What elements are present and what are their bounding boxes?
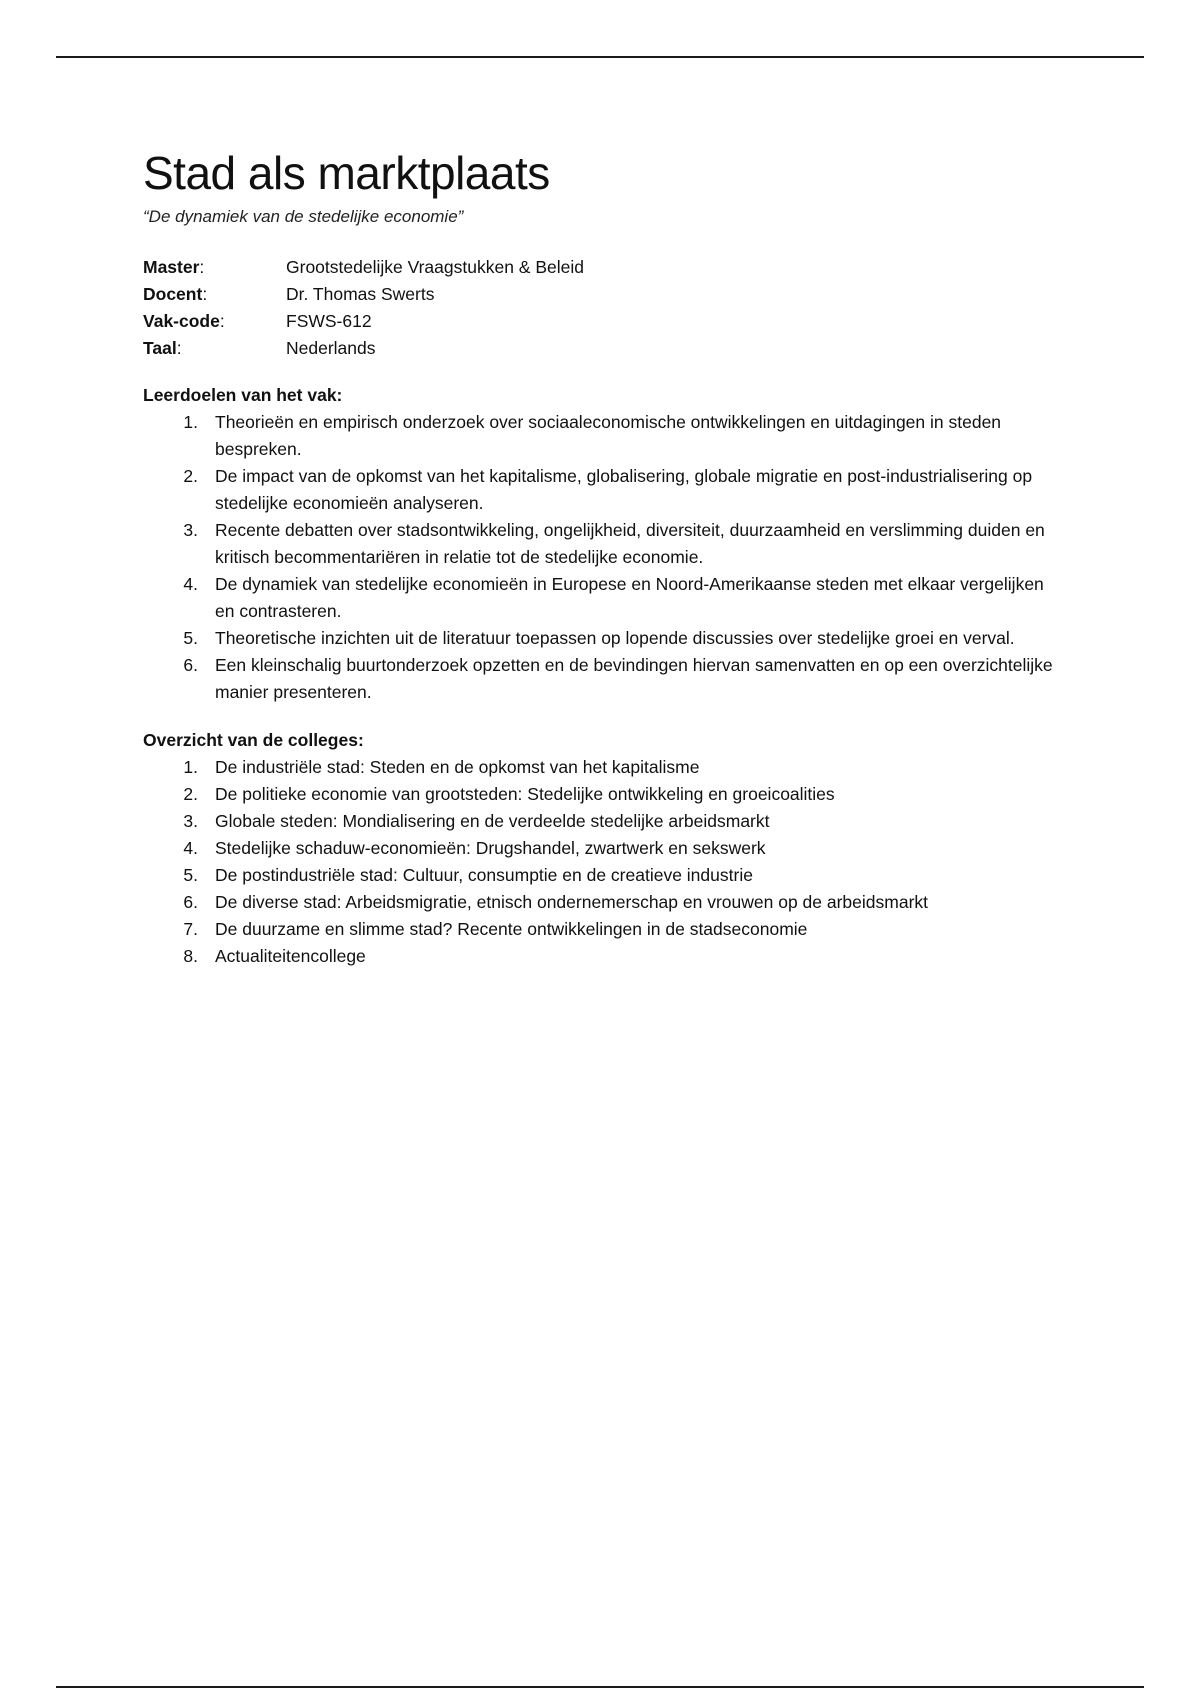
list-item-text: Een kleinschalig buurtonderzoek opzetten en de bevindingen hiervan samenvatten en op een overzichtelijke manier presenteren. [215,654,1053,702]
list-item [143,916,1063,943]
list-item-text: De politieke economie van grootsteden: Stedelijke ontwikkeling en groeicoalities [215,783,835,804]
list-item-text: Globale steden: Mondialisering en de verdeelde stedelijke arbeidsmarkt [215,810,770,831]
list-number: 5. [183,864,198,885]
course-meta [143,254,1063,362]
list-item-text: De impact van de opkomst van het kapitalisme, globalisering, globale migratie en post-industrialisering op stedelijke economieën analyseren. [215,465,1033,513]
list-item [143,862,1063,889]
header-rule [56,56,1144,58]
list-item [143,889,1063,916]
meta-label-vak-code: Vak-code [143,310,220,331]
meta-value-docent: Dr. Thomas Swerts [286,283,435,304]
footer-rule [56,1686,1144,1688]
list-item-text: Actualiteitencollege [215,945,366,966]
list-item [143,754,1063,781]
meta-row-docent: Docent: Dr. Thomas Swerts [143,281,1063,308]
list-item [143,409,1063,463]
meta-value-vak-code: FSWS-612 [286,310,372,331]
meta-row-master: Master: Grootstedelijke Vraagstukken & Beleid [143,254,1063,281]
list-number: 1. [183,411,198,432]
list-item-text: De duurzame en slimme stad? Recente ontwikkelingen in de stadseconomie [215,918,808,939]
list-number: 3. [183,519,198,540]
list-item-text: De diverse stad: Arbeidsmigratie, etnisch ondernemerschap en vrouwen op de arbeidsmarkt [215,891,929,912]
list-item [143,943,1063,970]
list-number: 4. [183,837,198,858]
meta-row-vak-code: Vak-code: FSWS-612 [143,308,1063,335]
meta-value-master: Grootstedelijke Vraagstukken & Beleid [286,256,584,277]
list-item-text: De industriële stad: Steden en de opkomst van het kapitalisme [215,756,700,777]
meta-value-taal: Nederlands [286,337,376,358]
document-page [143,148,1063,970]
list-item [143,463,1063,517]
list-item [143,808,1063,835]
list-item-text: Recente debatten over stadsontwikkeling, ongelijkheid, diversiteit, duurzaamheid en verslimming duiden en kritisch becommentariëren in relatie tot de stedelijke economie. [215,519,1045,567]
lectures-list [143,754,1063,970]
list-item-text: Stedelijke schaduw-economieën: Drugshandel, zwartwerk en sekswerk [215,837,766,858]
list-number: 8. [183,945,198,966]
list-number: 3. [183,810,198,831]
list-item [143,781,1063,808]
list-number: 7. [183,918,198,939]
list-item-text: De postindustriële stad: Cultuur, consumptie en de creatieve industrie [215,864,753,885]
list-number: 2. [183,465,198,486]
list-item [143,835,1063,862]
list-number: 1. [183,756,198,777]
meta-label-docent: Docent [143,283,203,304]
list-item [143,517,1063,571]
list-number: 5. [183,627,198,648]
list-item [143,625,1063,652]
lectures-heading: Overzicht van de colleges: [143,729,364,750]
list-item-text: De dynamiek van stedelijke economieën in Europese en Noord-Amerikaanse steden met elkaar vergelijken en contrasteren. [215,573,1044,621]
list-item-text: Theoretische inzichten uit de literatuur toepassen op lopende discussies over stedelijke groei en verval. [215,627,1015,648]
list-number: 2. [183,783,198,804]
list-item-text: Theorieën en empirisch onderzoek over sociaaleconomische ontwikkelingen en uitdagingen in steden bespreken. [215,411,1002,459]
list-number: 6. [183,654,198,675]
list-number: 6. [183,891,198,912]
meta-label-taal: Taal [143,337,177,358]
list-item [143,652,1063,706]
meta-row-taal: Taal: Nederlands [143,335,1063,362]
meta-label-master: Master [143,256,200,277]
goals-list [143,409,1063,706]
document-title: Stad als marktplaats [143,147,550,199]
document-subtitle: “De dynamiek van de stedelijke economie” [143,206,464,226]
list-number: 4. [183,573,198,594]
goals-heading: Leerdoelen van het vak: [143,384,343,405]
list-item [143,571,1063,625]
